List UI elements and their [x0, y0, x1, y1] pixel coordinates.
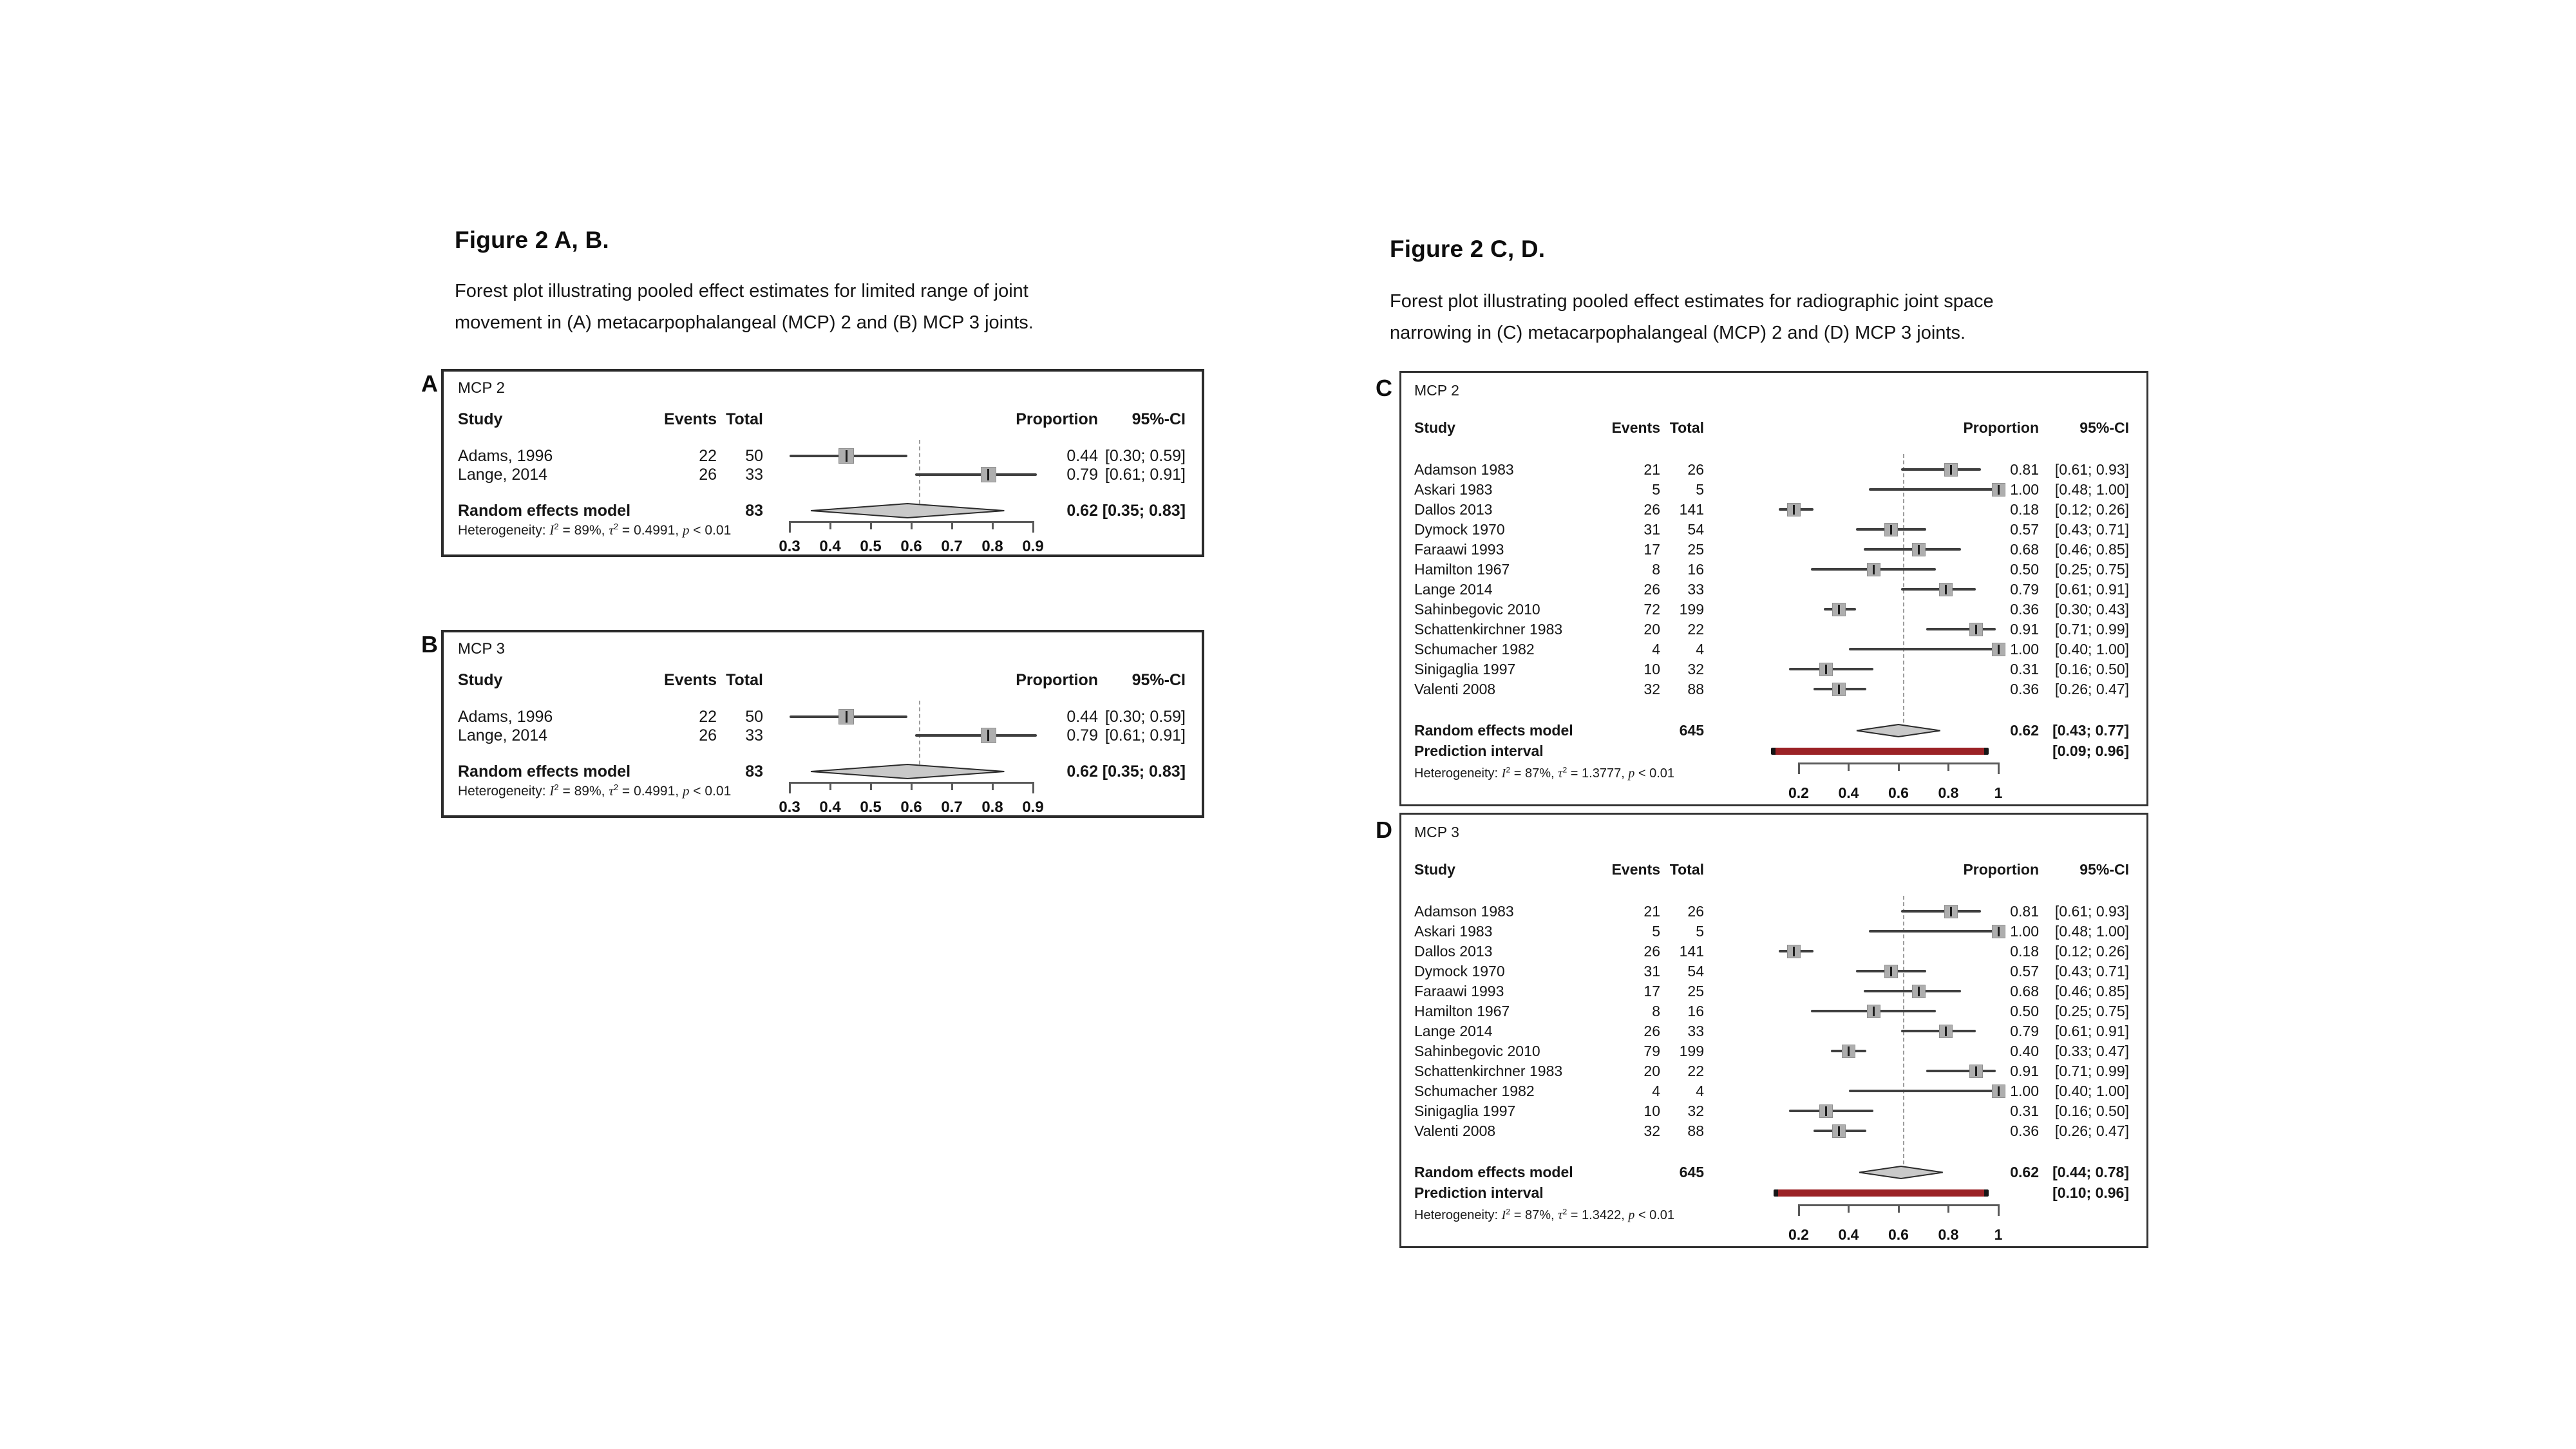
- study-ci: [0.48; 1.00]: [2054, 481, 2129, 498]
- study-total: 5: [1696, 923, 1704, 940]
- study-name: Faraawi 1993: [1414, 541, 1504, 558]
- study-ci: [0.46; 0.85]: [2054, 541, 2129, 558]
- pooled-ci: [0.44; 0.78]: [2052, 1164, 2129, 1180]
- axis-tick-label: 0.6: [1888, 1226, 1909, 1243]
- panel-title: MCP 2: [458, 379, 505, 397]
- study-ci: [0.16; 0.50]: [2054, 1103, 2129, 1119]
- study-events: 8: [1652, 561, 1660, 578]
- study-ci: [0.61; 0.91]: [1104, 726, 1186, 744]
- axis-tick-label: 0.5: [860, 538, 882, 555]
- study-total: 88: [1687, 1122, 1704, 1139]
- study-ci: [0.30; 0.59]: [1104, 447, 1186, 465]
- pooled-total: 645: [1679, 722, 1704, 739]
- study-total: 88: [1687, 681, 1704, 697]
- axis-tick-label: 0.9: [1022, 538, 1044, 555]
- study-proportion: 0.40: [2010, 1043, 2039, 1059]
- pooled-label: Random effects model: [458, 502, 631, 520]
- study-proportion: 0.36: [2010, 681, 2039, 697]
- study-proportion: 0.50: [2010, 1003, 2039, 1019]
- axis-tick: [992, 521, 994, 529]
- study-proportion: 0.91: [2010, 1063, 2039, 1079]
- column-header-events: Events: [664, 671, 717, 689]
- axis-tick: [1947, 1204, 1949, 1213]
- study-name: Adamson 1983: [1414, 903, 1514, 920]
- study-total: 25: [1687, 541, 1704, 558]
- column-header-events: Events: [664, 410, 717, 428]
- figure-caption-ab-line2: movement in (A) metacarpophalangeal (MCP) 2 and (B) MCP 3 joints.: [455, 312, 1034, 333]
- axis-tick: [1998, 1204, 2000, 1216]
- study-proportion: 0.79: [1066, 466, 1098, 484]
- study-name: Dymock 1970: [1414, 521, 1505, 538]
- study-name: Schattenkirchner 1983: [1414, 1063, 1563, 1079]
- study-ci: [0.61; 0.91]: [2054, 581, 2129, 598]
- axis-tick: [1898, 1204, 1900, 1213]
- study-ci: [0.61; 0.91]: [1104, 466, 1186, 484]
- study-total: 26: [1687, 461, 1704, 478]
- study-name: Schumacher 1982: [1414, 1083, 1535, 1099]
- column-header-proportion: Proportion: [1016, 410, 1098, 428]
- study-proportion: 0.57: [2010, 521, 2039, 538]
- study-name: Lange, 2014: [458, 726, 548, 744]
- axis-tick-label: 0.4: [1838, 1226, 1859, 1243]
- study-total: 199: [1679, 601, 1704, 618]
- axis-tick: [1848, 1204, 1850, 1213]
- study-ci: [0.43; 0.71]: [2054, 963, 2129, 980]
- study-total: 141: [1679, 501, 1704, 518]
- study-name: Faraawi 1993: [1414, 983, 1504, 999]
- study-proportion: 0.44: [1066, 447, 1098, 465]
- pooled-proportion: 0.62: [2010, 722, 2039, 739]
- study-proportion: 0.36: [2010, 1122, 2039, 1139]
- study-events: 4: [1652, 641, 1660, 658]
- column-header-proportion: Proportion: [1016, 671, 1098, 689]
- pooled-total: 645: [1679, 1164, 1704, 1180]
- study-name: Schumacher 1982: [1414, 641, 1535, 658]
- study-name: Sinigaglia 1997: [1414, 1103, 1516, 1119]
- column-header-study: Study: [458, 410, 503, 428]
- prediction-ci: [0.10; 0.96]: [2052, 1184, 2129, 1201]
- study-ci: [0.61; 0.93]: [2054, 903, 2129, 920]
- study-total: 25: [1687, 983, 1704, 999]
- axis-tick: [951, 521, 953, 529]
- study-name: Valenti 2008: [1414, 1122, 1496, 1139]
- axis-tick-label: 0.7: [941, 538, 963, 555]
- study-total: 33: [745, 726, 763, 744]
- axis-tick-label: 0.6: [900, 538, 922, 555]
- study-events: 21: [1643, 461, 1660, 478]
- axis-tick: [789, 782, 791, 793]
- axis-tick: [1848, 762, 1850, 771]
- column-header-proportion: Proportion: [1963, 861, 2039, 878]
- prediction-label: Prediction interval: [1414, 743, 1544, 759]
- study-events: 5: [1652, 923, 1660, 940]
- column-header-ci: 95%-CI: [1132, 410, 1186, 428]
- pooled-total: 83: [745, 762, 763, 781]
- study-events: 8: [1652, 1003, 1660, 1019]
- axis-tick: [1898, 762, 1900, 771]
- study-events: 26: [1643, 943, 1660, 960]
- study-events: 4: [1652, 1083, 1660, 1099]
- axis-tick-label: 0.4: [1838, 784, 1859, 801]
- study-ci: [0.71; 0.99]: [2054, 621, 2129, 638]
- axis-tick-label: 0.2: [1788, 1226, 1809, 1243]
- axis-tick: [829, 782, 831, 790]
- axis-tick-label: 0.3: [779, 538, 800, 555]
- prediction-ci: [0.09; 0.96]: [2052, 743, 2129, 759]
- study-ci: [0.12; 0.26]: [2054, 501, 2129, 518]
- study-ci: [0.16; 0.50]: [2054, 661, 2129, 677]
- panel-title: MCP 2: [1414, 382, 1459, 399]
- pooled-label: Random effects model: [1414, 722, 1573, 739]
- study-name: Askari 1983: [1414, 923, 1493, 940]
- panel-label-b: B: [421, 631, 438, 658]
- axis-tick: [1032, 521, 1034, 533]
- figure-caption-cd: [1390, 286, 2175, 349]
- column-header-events: Events: [1611, 861, 1660, 878]
- figure-title-ab: Figure 2 A, B.: [455, 227, 609, 253]
- forest-panel-b-mcp3: [441, 630, 1204, 818]
- study-ci: [0.30; 0.59]: [1104, 708, 1186, 726]
- axis-tick-label: 1: [1994, 1226, 2003, 1243]
- column-header-ci: 95%-CI: [2079, 419, 2129, 436]
- study-events: 31: [1643, 521, 1660, 538]
- study-proportion: 0.79: [2010, 1023, 2039, 1039]
- pooled-ci: [0.35; 0.83]: [1102, 502, 1186, 520]
- study-events: 21: [1643, 903, 1660, 920]
- panel-label-a: A: [421, 370, 438, 397]
- column-header-total: Total: [1669, 419, 1704, 436]
- study-total: 33: [1687, 581, 1704, 598]
- forest-panel-d-mcp3: [1399, 813, 2148, 1248]
- column-header-ci: 95%-CI: [2079, 861, 2129, 878]
- study-name: Adams, 1996: [458, 708, 553, 726]
- study-total: 33: [745, 466, 763, 484]
- study-name: Dymock 1970: [1414, 963, 1505, 980]
- axis-tick: [951, 782, 953, 790]
- study-ci: [0.61; 0.91]: [2054, 1023, 2129, 1039]
- study-events: 26: [699, 466, 717, 484]
- study-name: Sinigaglia 1997: [1414, 661, 1516, 677]
- pooled-proportion: 0.62: [1066, 502, 1098, 520]
- study-ci: [0.12; 0.26]: [2054, 943, 2129, 960]
- column-header-total: Total: [726, 671, 763, 689]
- study-total: 16: [1687, 561, 1704, 578]
- pooled-proportion: 0.62: [2010, 1164, 2039, 1180]
- axis-tick: [1032, 782, 1034, 793]
- axis-tick: [829, 521, 831, 529]
- study-ci: [0.25; 0.75]: [2054, 1003, 2129, 1019]
- axis-tick: [1998, 762, 2000, 774]
- study-proportion: 0.18: [2010, 501, 2039, 518]
- axis-tick: [911, 782, 913, 790]
- axis-tick-label: 1: [1994, 784, 2003, 801]
- study-total: 50: [745, 447, 763, 465]
- study-events: 5: [1652, 481, 1660, 498]
- study-name: Lange, 2014: [458, 466, 548, 484]
- study-proportion: 0.91: [2010, 621, 2039, 638]
- axis-tick-label: 0.7: [941, 799, 963, 816]
- axis-tick: [1798, 1204, 1800, 1216]
- study-name: Lange 2014: [1414, 581, 1493, 598]
- pooled-ci: [0.43; 0.77]: [2052, 722, 2129, 739]
- study-proportion: 0.44: [1066, 708, 1098, 726]
- study-total: 32: [1687, 1103, 1704, 1119]
- study-ci: [0.30; 0.43]: [2054, 601, 2129, 618]
- study-proportion: 0.68: [2010, 541, 2039, 558]
- axis-tick: [1947, 762, 1949, 771]
- study-events: 17: [1643, 541, 1660, 558]
- study-proportion: 0.81: [2010, 903, 2039, 920]
- study-proportion: 0.68: [2010, 983, 2039, 999]
- prediction-label: Prediction interval: [1414, 1184, 1544, 1201]
- study-name: Dallos 2013: [1414, 501, 1493, 518]
- figure-caption-cd-line1: Forest plot illustrating pooled effect estimates for radiographic joint space: [1390, 291, 1994, 312]
- study-events: 32: [1643, 681, 1660, 697]
- study-total: 22: [1687, 621, 1704, 638]
- axis-tick-label: 0.6: [1888, 784, 1909, 801]
- study-name: Sahinbegovic 2010: [1414, 601, 1540, 618]
- study-events: 26: [1643, 581, 1660, 598]
- column-header-study: Study: [1414, 861, 1455, 878]
- study-ci: [0.25; 0.75]: [2054, 561, 2129, 578]
- forest-panel-a-mcp2: [441, 369, 1204, 557]
- study-name: Valenti 2008: [1414, 681, 1496, 697]
- study-ci: [0.61; 0.93]: [2054, 461, 2129, 478]
- study-proportion: 0.81: [2010, 461, 2039, 478]
- study-total: 33: [1687, 1023, 1704, 1039]
- column-header-total: Total: [726, 410, 763, 428]
- study-ci: [0.26; 0.47]: [2054, 681, 2129, 697]
- pooled-label: Random effects model: [458, 762, 631, 781]
- axis-tick: [789, 521, 791, 533]
- axis-tick-label: 0.2: [1788, 784, 1809, 801]
- study-events: 26: [1643, 1023, 1660, 1039]
- study-total: 32: [1687, 661, 1704, 677]
- study-events: 20: [1643, 621, 1660, 638]
- column-header-proportion: Proportion: [1963, 419, 2039, 436]
- column-header-events: Events: [1611, 419, 1660, 436]
- figure-caption-ab: [455, 276, 1227, 339]
- study-total: 54: [1687, 521, 1704, 538]
- panel-label-c: C: [1376, 375, 1392, 401]
- study-total: 54: [1687, 963, 1704, 980]
- study-ci: [0.40; 1.00]: [2054, 1083, 2129, 1099]
- column-header-study: Study: [458, 671, 503, 689]
- study-events: 20: [1643, 1063, 1660, 1079]
- study-total: 5: [1696, 481, 1704, 498]
- study-proportion: 1.00: [2010, 481, 2039, 498]
- panel-title: MCP 3: [458, 640, 505, 658]
- column-header-study: Study: [1414, 419, 1455, 436]
- axis-tick-label: 0.9: [1022, 799, 1044, 816]
- study-total: 26: [1687, 903, 1704, 920]
- study-name: Hamilton 1967: [1414, 1003, 1510, 1019]
- panel-title: MCP 3: [1414, 824, 1459, 840]
- axis-tick-label: 0.6: [900, 799, 922, 816]
- column-header-total: Total: [1669, 861, 1704, 878]
- study-total: 50: [745, 708, 763, 726]
- axis-tick-label: 0.4: [819, 538, 841, 555]
- axis-tick-label: 0.8: [981, 538, 1003, 555]
- study-events: 10: [1643, 1103, 1660, 1119]
- axis-tick: [911, 521, 913, 529]
- study-proportion: 0.50: [2010, 561, 2039, 578]
- heterogeneity-note: Heterogeneity: $I^2 = 87\%$, $\tau^2 = 1.3422$, p < 0.01: [1414, 1207, 1675, 1222]
- study-events: 32: [1643, 1122, 1660, 1139]
- pooled-ci: [0.35; 0.83]: [1102, 762, 1186, 781]
- study-proportion: 0.31: [2010, 661, 2039, 677]
- heterogeneity-note: Heterogeneity: $I^2 = 89\%$, $\tau^2 = 0.4991$, p < 0.01: [458, 522, 732, 538]
- panel-label-d: D: [1376, 817, 1392, 843]
- study-name: Sahinbegovic 2010: [1414, 1043, 1540, 1059]
- study-events: 10: [1643, 661, 1660, 677]
- study-ci: [0.48; 1.00]: [2054, 923, 2129, 940]
- study-name: Adams, 1996: [458, 447, 553, 465]
- study-proportion: 1.00: [2010, 923, 2039, 940]
- study-ci: [0.33; 0.47]: [2054, 1043, 2129, 1059]
- axis-tick: [870, 782, 872, 790]
- study-proportion: 0.79: [2010, 581, 2039, 598]
- study-total: 141: [1679, 943, 1704, 960]
- heterogeneity-note: Heterogeneity: $I^2 = 89\%$, $\tau^2 = 0.4991$, p < 0.01: [458, 782, 732, 799]
- study-events: 22: [699, 447, 717, 465]
- figure-caption-cd-line2: narrowing in (C) metacarpophalangeal (MCP) 2 and (D) MCP 3 joints.: [1390, 323, 1966, 343]
- study-total: 16: [1687, 1003, 1704, 1019]
- study-events: 26: [1643, 501, 1660, 518]
- study-proportion: 1.00: [2010, 1083, 2039, 1099]
- study-total: 22: [1687, 1063, 1704, 1079]
- study-proportion: 0.36: [2010, 601, 2039, 618]
- axis-tick-label: 0.4: [819, 799, 841, 816]
- study-events: 79: [1643, 1043, 1660, 1059]
- column-header-ci: 95%-CI: [1132, 671, 1186, 689]
- study-events: 26: [699, 726, 717, 744]
- study-events: 22: [699, 708, 717, 726]
- axis-tick-label: 0.8: [981, 799, 1003, 816]
- study-name: Lange 2014: [1414, 1023, 1493, 1039]
- axis-tick-label: 0.8: [1938, 784, 1959, 801]
- study-events: 31: [1643, 963, 1660, 980]
- study-events: 72: [1643, 601, 1660, 618]
- study-total: 4: [1696, 1083, 1704, 1099]
- pooled-label: Random effects model: [1414, 1164, 1573, 1180]
- study-name: Dallos 2013: [1414, 943, 1493, 960]
- heterogeneity-note: Heterogeneity: $I^2 = 87\%$, $\tau^2 = 1.3777$, p < 0.01: [1414, 765, 1675, 781]
- study-name: Adamson 1983: [1414, 461, 1514, 478]
- study-ci: [0.46; 0.85]: [2054, 983, 2129, 999]
- study-events: 17: [1643, 983, 1660, 999]
- study-name: Hamilton 1967: [1414, 561, 1510, 578]
- study-total: 4: [1696, 641, 1704, 658]
- axis-tick-label: 0.8: [1938, 1226, 1959, 1243]
- pooled-proportion: 0.62: [1066, 762, 1098, 781]
- study-ci: [0.26; 0.47]: [2054, 1122, 2129, 1139]
- study-name: Schattenkirchner 1983: [1414, 621, 1563, 638]
- axis-tick-label: 0.5: [860, 799, 882, 816]
- figure-title-cd: Figure 2 C, D.: [1390, 236, 1546, 262]
- study-ci: [0.40; 1.00]: [2054, 641, 2129, 658]
- study-proportion: 1.00: [2010, 641, 2039, 658]
- study-ci: [0.71; 0.99]: [2054, 1063, 2129, 1079]
- study-proportion: 0.79: [1066, 726, 1098, 744]
- figure-caption-ab-line1: Forest plot illustrating pooled effect estimates for limited range of joint: [455, 281, 1028, 301]
- axis-tick-label: 0.3: [779, 799, 800, 816]
- study-proportion: 0.31: [2010, 1103, 2039, 1119]
- pooled-total: 83: [745, 502, 763, 520]
- study-proportion: 0.57: [2010, 963, 2039, 980]
- axis-tick: [870, 521, 872, 529]
- study-name: Askari 1983: [1414, 481, 1493, 498]
- axis-tick: [992, 782, 994, 790]
- forest-panel-c-mcp2: [1399, 371, 2148, 806]
- study-total: 199: [1679, 1043, 1704, 1059]
- study-ci: [0.43; 0.71]: [2054, 521, 2129, 538]
- axis-tick: [1798, 762, 1800, 774]
- study-proportion: 0.18: [2010, 943, 2039, 960]
